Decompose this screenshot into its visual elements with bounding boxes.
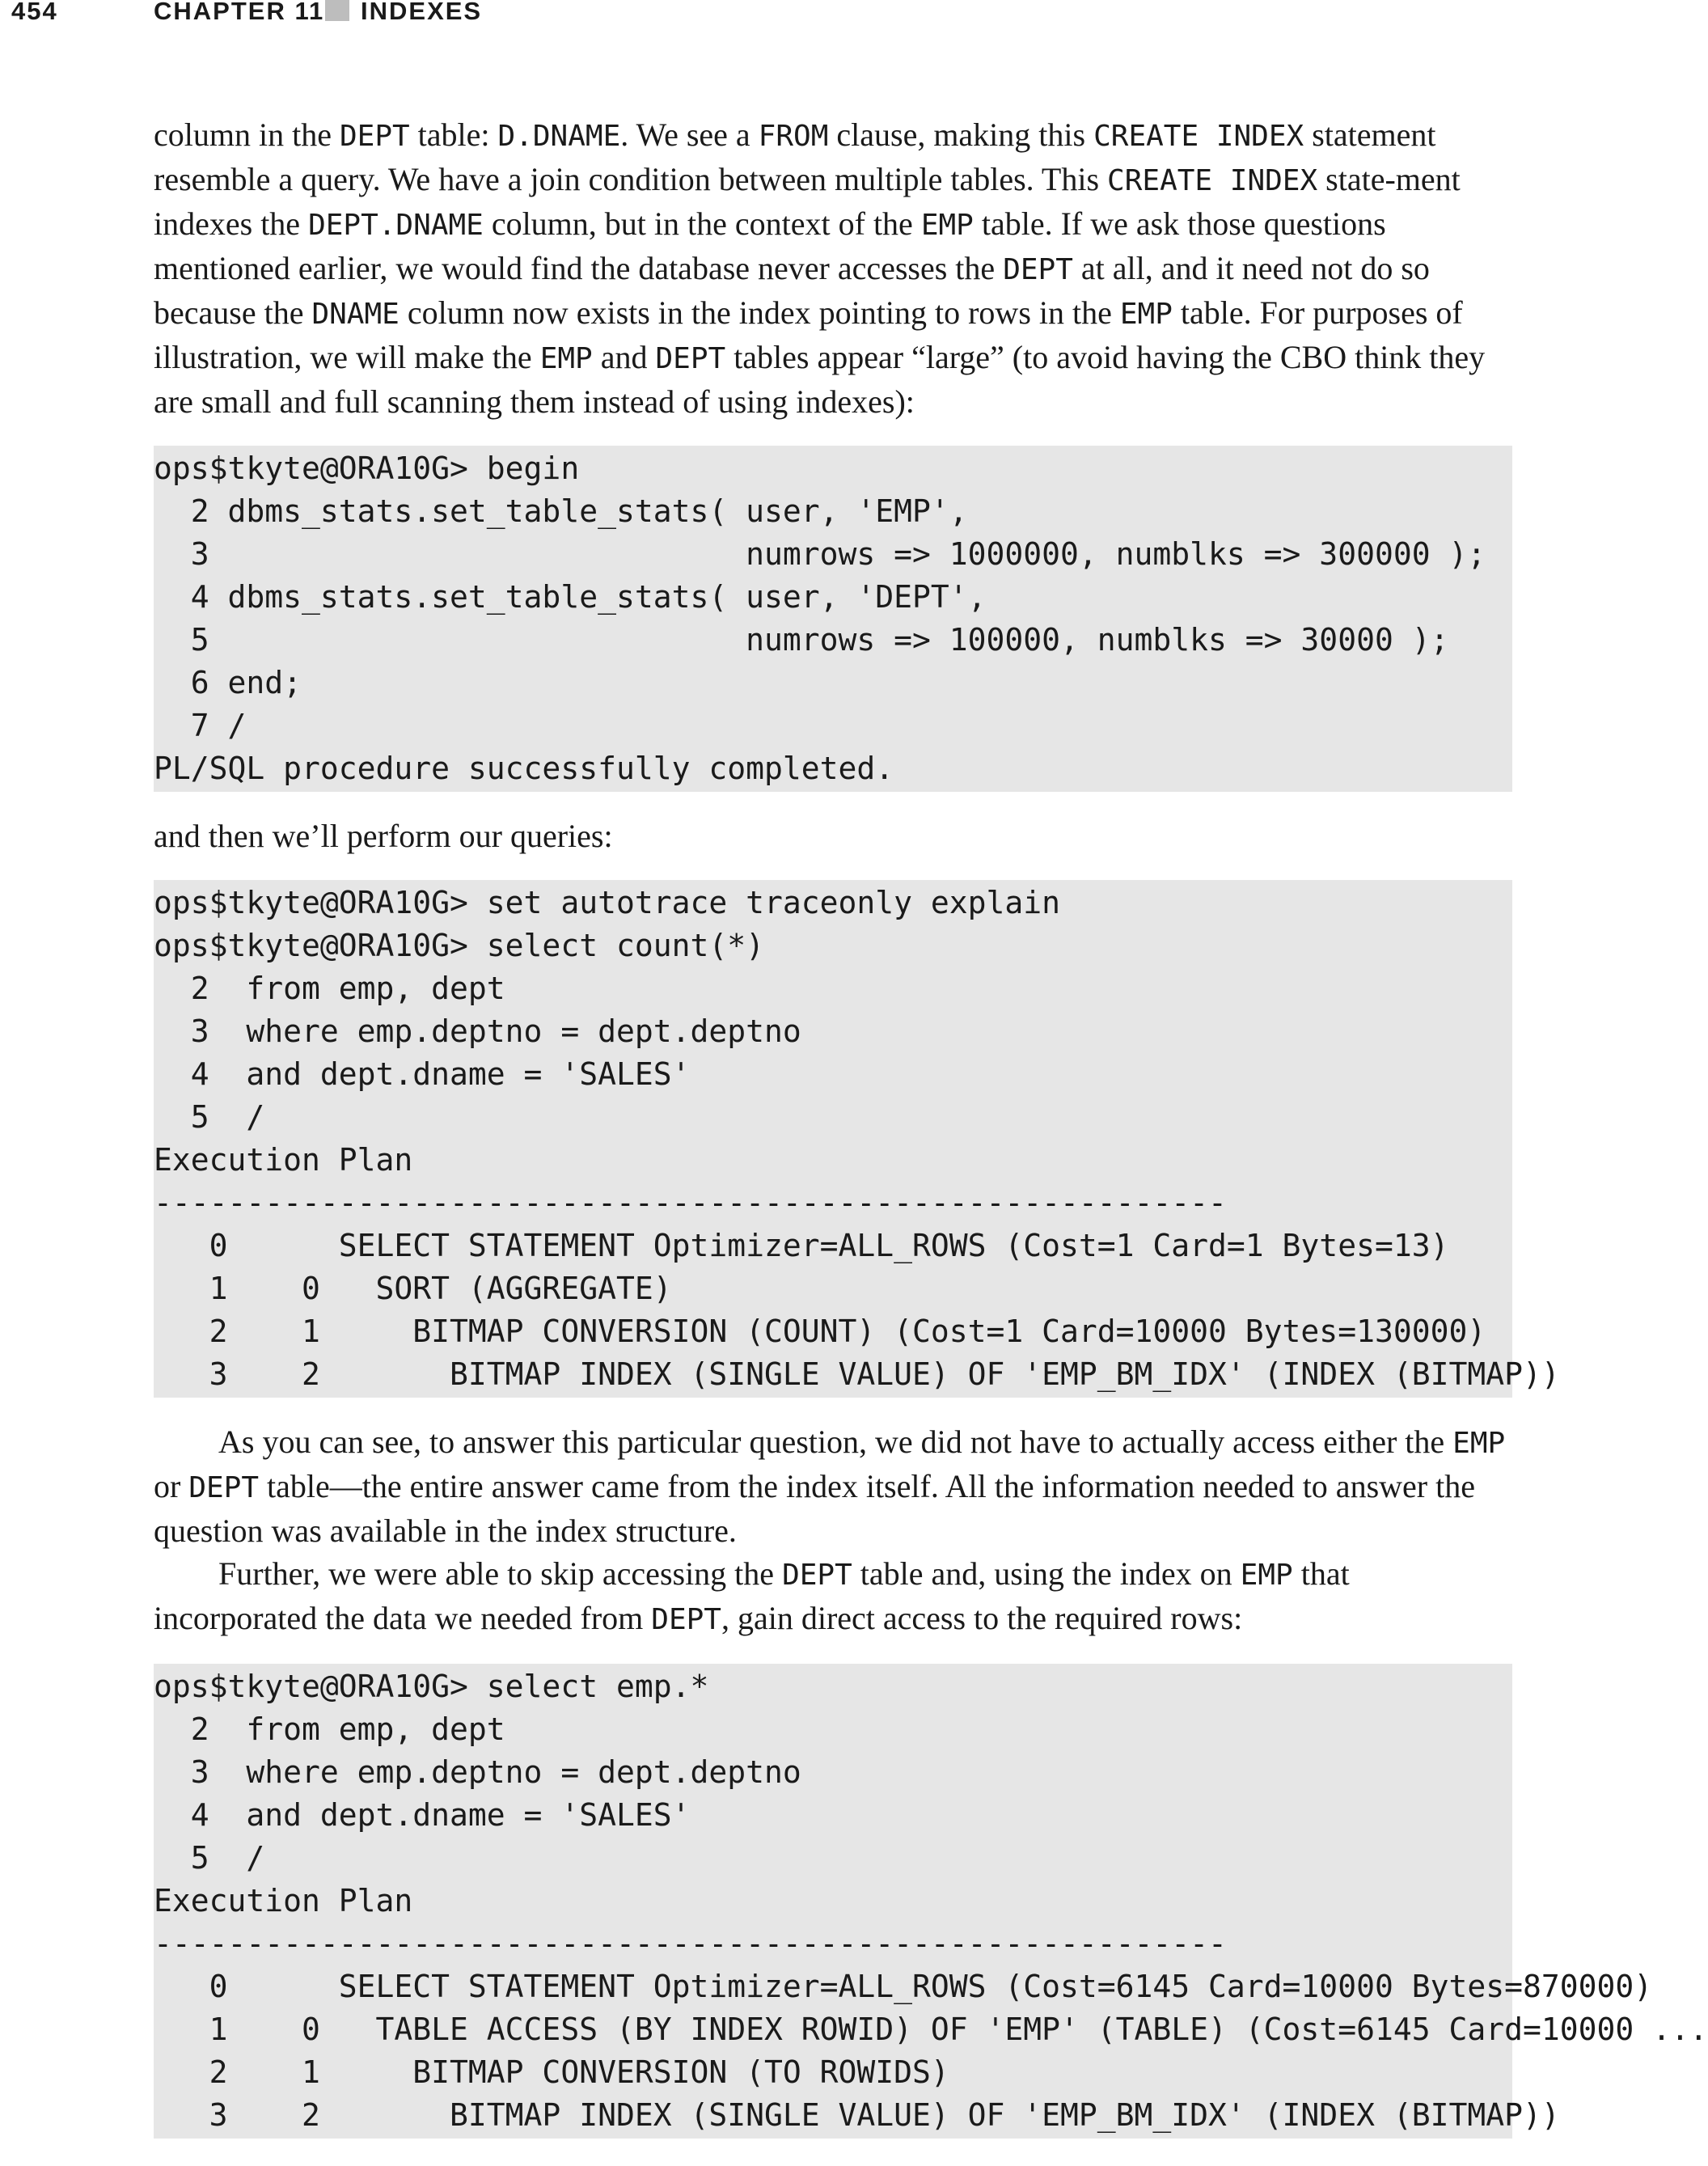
inline-code: DEPT — [655, 342, 726, 375]
inline-code: EMP — [920, 209, 974, 242]
inline-code: D.DNAME — [497, 120, 621, 153]
body-paragraph-4: Further, we were able to skip accessing the DEPT table and, using the index on EMP that incorporated the data we needed from DEPT, gain direct access to the required rows: — [154, 1555, 1350, 1636]
inline-code: EMP — [1119, 298, 1173, 331]
inline-code: EMP — [1240, 1559, 1293, 1592]
body-paragraph-3: As you can see, to answer this particular question, we did not have to actually access either the EMP or DEPT table—the entire answer came from the index itself. All the information needed to answer the question was available in the index structure. — [154, 1424, 1506, 1549]
body-paragraph-1: column in the DEPT table: D.DNAME. We see a FROM clause, making this CREATE INDEX statement resemble a query. We have a join condition between multiple tables. This CREATE INDEX state-ment indexes the DEPT.DNAME column, but in the context of the EMP table. If we ask those questions mentioned earlier, we would find the database never accesses the DEPT at all, and it need not do so because the DNAME column now exists in the index pointing to rows in the EMP table. For purposes of illustration, we will make the EMP and DEPT tables appear “large” (to avoid having the CBO think they are small and full scanning them instead of using indexes): — [154, 116, 1486, 420]
code-block-select-emp-plan: ops$tkyte@ORA10G> select emp.* 2 from emp, dept 3 where emp.deptno = dept.deptno 4 and dept.dname = 'SALES' 5 / Execution Plan ---------------------------------------------------------- 0 SELECT STATEMENT Optimizer=ALL_ROWS (Cost=6145 Card=10000 Bytes=870000) 1 0 TABLE ACCESS (BY INDEX ROWID) OF 'EMP' (TABLE) (Cost=6145 Card=10000 ... 2 1 BITMAP CONVERSION (TO ROWIDS) 3 2 BITMAP INDEX (SINGLE VALUE) OF 'EMP_BM_IDX' (INDEX (BITMAP)) — [154, 1664, 1512, 2139]
chapter-separator-box — [325, 0, 349, 21]
inline-code: DEPT — [1003, 253, 1073, 286]
code-block-set-table-stats: ops$tkyte@ORA10G> begin 2 dbms_stats.set_table_stats( user, 'EMP', 3 numrows => 1000000, numblks => 300000 ); 4 dbms_stats.set_table_stats( user, 'DEPT', 5 numrows => 100000, numblks => 30000 ); 6 end; 7 / PL/SQL procedure successfully completed. — [154, 446, 1512, 792]
chapter-label: CHAPTER 11 — [154, 0, 325, 25]
inline-code: EMP — [539, 342, 593, 375]
inline-code: DEPT — [188, 1471, 260, 1504]
inline-code: FROM — [758, 120, 829, 153]
inline-code: CREATE INDEX — [1093, 120, 1304, 153]
inline-code: DEPT — [782, 1559, 852, 1592]
inline-code: DEPT — [651, 1603, 721, 1636]
page-body — [154, 113, 1708, 2139]
inline-code: CREATE INDEX — [1107, 164, 1318, 197]
inline-code: EMP — [1452, 1427, 1506, 1460]
inline-code: DEPT.DNAME — [308, 209, 484, 242]
page-number: 454 — [11, 0, 58, 25]
body-paragraph-2: and then we’ll perform our queries: — [154, 818, 613, 854]
chapter-title: INDEXES — [361, 0, 483, 25]
code-block-count-query-plan: ops$tkyte@ORA10G> set autotrace traceonly explain ops$tkyte@ORA10G> select count(*) 2 from emp, dept 3 where emp.deptno = dept.deptno 4 and dept.dname = 'SALES' 5 / Execution Plan ---------------------------------------------------------- 0 SELECT STATEMENT Optimizer=ALL_ROWS (Cost=1 Card=1 Bytes=13) 1 0 SORT (AGGREGATE) 2 1 BITMAP CONVERSION (COUNT) (Cost=1 Card=10000 Bytes=130000) 3 2 BITMAP INDEX (SINGLE VALUE) OF 'EMP_BM_IDX' (INDEX (BITMAP)) — [154, 880, 1512, 1398]
inline-code: DEPT — [339, 120, 410, 153]
inline-code: DNAME — [311, 298, 400, 331]
page-header — [0, 0, 1656, 32]
